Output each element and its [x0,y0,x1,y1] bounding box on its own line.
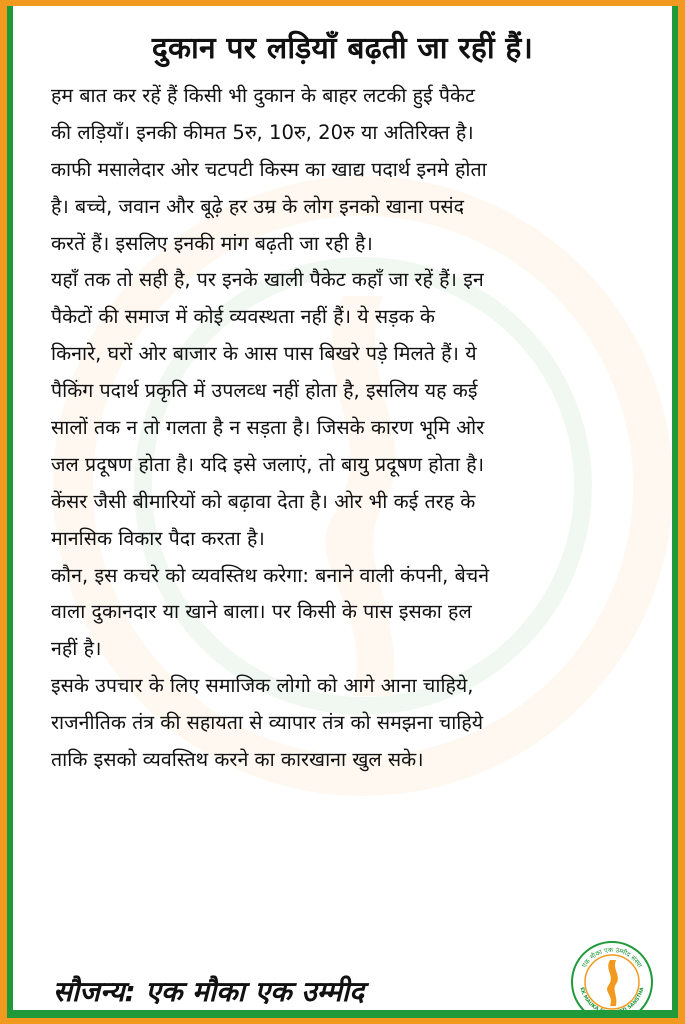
text-line: वाला दुकानदार या खाने बाला। पर किसी के पास इसका हल [51,600,472,624]
text-line: पैकिंग पदार्थ प्रकृति में उपलव्ध नहीं होता है, इसलिय यह कई [51,379,478,403]
poster-frame [7,6,678,1018]
text-line: कौन, इस कचरे को व्यवस्तिथ करेगा: बनाने वाली कंपनी, बेचने [51,563,490,587]
text-line: यहाँ तक तो सही है, पर इनके खाली पैकेट कहाँ जा रहें हैं। इन [51,268,484,292]
text-line: काफी मसालेदार ओर चटपटी किस्म का खाद्य पदार्थ इनमे होता [51,157,487,181]
text-line: किनारे, घरों ओर बाजार के आस पास बिखरे पड़े मिलते हैं। ये [51,342,477,366]
text-line: पैकेटों की समाज में कोई व्यवस्थता नहीं हैं। ये सड़क के [51,305,435,329]
text-line: केंसर जैसी बीमारियों को बढ़ावा देता है। ओर भी कई तरह के [51,489,476,513]
article-body [51,78,658,779]
text-line: ताकि इसको व्यवस्तिथ करने का कारखाना खुल सके। [51,748,424,772]
courtesy-footer: सौजन्य: एक मौका एक उम्मीद [53,975,364,1008]
logo-top-text: एक मौका एक उम्मीद संस्था [580,945,644,970]
text-line: इसके उपचार के लिए समाजिक लोगो को आगे आना चाहिये, [51,674,474,698]
text-line: मानसिक विकार पैदा करता है। [51,526,265,550]
page-title: दुकान पर लड़ियाँ बढ़ती जा रहीं हैं। [151,31,534,66]
text-line: राजनीतिक तंत्र की सहायता से व्यापार तंत्र को समझना चाहिये [51,711,484,735]
text-line: है। बच्चे, जवान और बूढ़े हर उम्र के लोग इनको खाना पसंद [51,194,465,218]
text-line: सालों तक न तो गलता है न सड़ता है। जिसके कारण भूमि ओर [51,416,485,440]
text-line: करतें हैं। इसलिए इनकी मांग बढ़ती जा रही है। [51,231,373,255]
text-line: हम बात कर रहें हैं किसी भी दुकान के बाहर लटकी हुई पैकेट [51,84,475,107]
text-line: जल प्रदूषण होता है। यदि इसे जलाएं, तो बायु प्रदूषण होता है। [51,452,485,476]
logo-bottom-text: EK MAUKA EK UMEED SANSTHA [578,986,646,1017]
text-line: नहीं है। [51,637,102,661]
organization-logo [570,940,654,1018]
text-line: की लड़ियाँ। इनकी कीमत 5रु, 10रु, 20रु या अतिरिक्त है। [51,120,474,144]
